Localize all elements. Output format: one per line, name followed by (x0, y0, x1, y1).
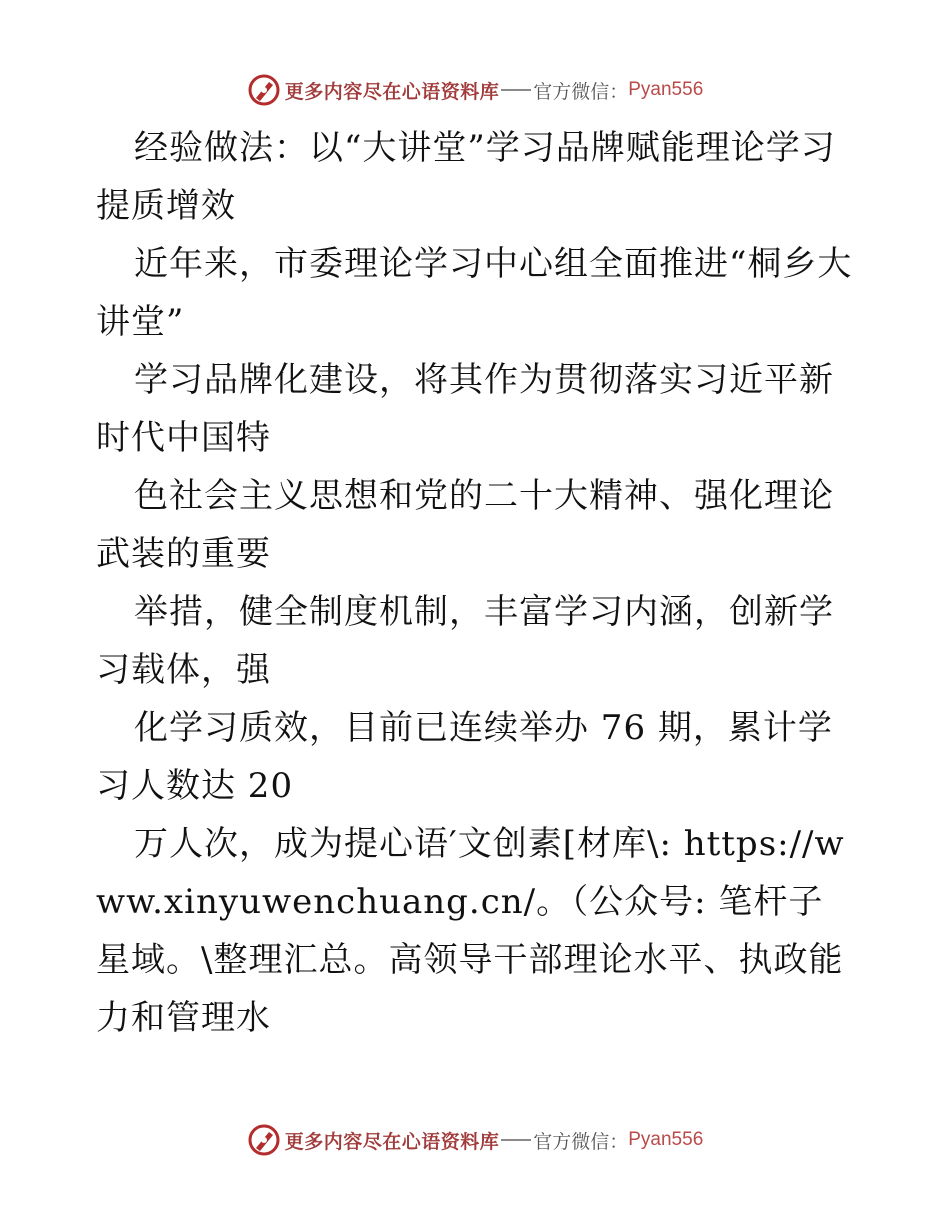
document-body (96, 119, 856, 1047)
banner-wechat-label: 官方微信： (533, 80, 629, 103)
pen-logo-icon (247, 73, 281, 107)
paragraph: 学习品牌化建设，将其作为贯彻落实习近平新时代中国特 (96, 360, 834, 458)
pen-logo-icon (247, 1123, 281, 1157)
banner-wechat-id: Pyan556 (628, 79, 704, 100)
header-banner (0, 70, 950, 110)
banner-brand-text: 更多内容尽在心语资料库 (284, 1130, 500, 1153)
footer-banner (0, 1120, 950, 1160)
paragraph: 举措，健全制度机制，丰富学习内涵，创新学习载体，强 (96, 592, 834, 690)
banner-brand-text: 更多内容尽在心语资料库 (284, 80, 500, 103)
paragraph: 经验做法：以“大讲堂”学习品牌赋能理论学习提质增效 (96, 128, 836, 226)
banner-divider (501, 89, 531, 91)
banner-divider (501, 1139, 531, 1141)
paragraph: 色社会主义思想和党的二十大精神、强化理论武装的重要 (96, 476, 834, 574)
banner-wechat-label: 官方微信： (533, 1130, 629, 1153)
paragraph: 化学习质效，目前已连续举办 76 期，累计学习人数达 20 (96, 708, 833, 806)
paragraph: 万人次，成为提心语′文创素[材库\: https://www.xinyuwenchuang.cn/。（公众号: 笔杆子星域。\整理汇总。高领导干部理论水平、执政能力和管理水 (96, 824, 845, 1038)
banner-wechat-id: Pyan556 (628, 1129, 704, 1150)
paragraph: 近年来，市委理论学习中心组全面推进“桐乡大讲堂” (96, 244, 853, 342)
